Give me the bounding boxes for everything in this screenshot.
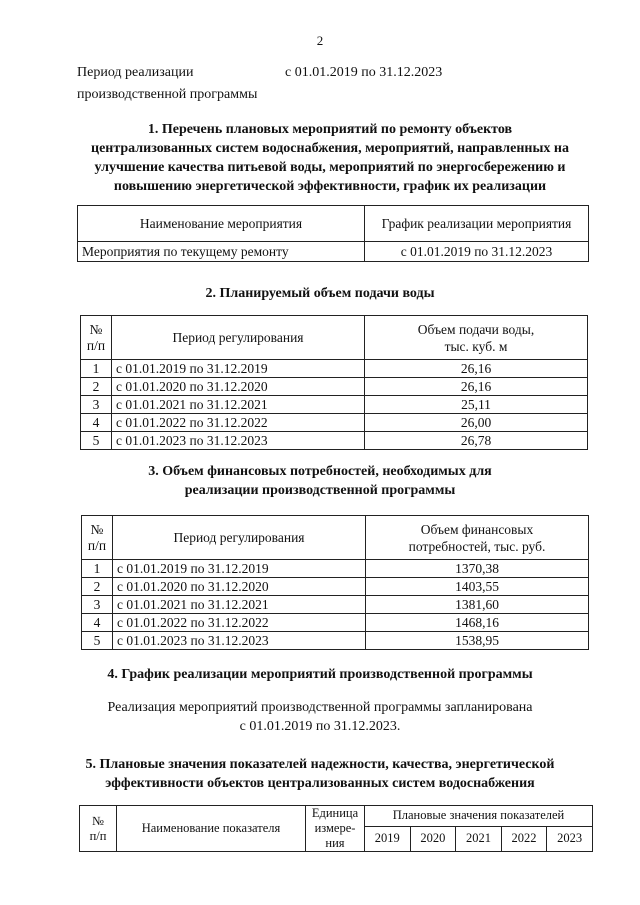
row-volume: 26,00 [365,414,588,432]
header-num-line2: п/п [86,337,106,353]
header-event-schedule: График реализации мероприятия [365,206,589,242]
header-year: 2020 [410,826,456,851]
header-financial-line1: Объем финансовых [420,521,534,537]
header-unit-line2: измере- [314,821,356,835]
row-period: с 01.01.2020 по 31.12.2020 [112,378,365,396]
row-period: с 01.01.2019 по 31.12.2019 [112,360,365,378]
header-volume [365,316,588,360]
row-volume: 26,16 [365,360,588,378]
period-label-line2: производственной программы [77,87,258,102]
row-num: 5 [81,432,112,450]
row-num: 3 [81,396,112,414]
header-year: 2022 [501,826,547,851]
header-indicator-name: Наименование показателя [117,806,306,852]
row-amount: 1381,60 [366,596,589,614]
events-table [77,205,589,262]
table-row [82,578,589,596]
page-number: 2 [316,33,324,48]
row-num: 4 [81,414,112,432]
table-header-row [78,206,589,242]
header-num-line2: п/п [89,828,107,843]
section1-title-line: улучшение качества питьевой воды, мероприятий по энергосбережению и [94,160,566,175]
row-period: с 01.01.2022 по 31.12.2022 [112,414,365,432]
row-period: с 01.01.2020 по 31.12.2020 [113,578,366,596]
section4-text-line2: с 01.01.2019 по 31.12.2023. [239,719,401,734]
header-num-line1: № [92,813,104,828]
row-num: 2 [81,378,112,396]
header-unit [306,806,365,852]
row-volume: 26,16 [365,378,588,396]
section1-title-line: 1. Перечень плановых мероприятий по ремонту объектов [147,122,513,137]
row-num: 4 [82,614,113,632]
header-year: 2023 [547,826,593,851]
table-row [82,614,589,632]
indicators-table [79,805,593,852]
period-label [77,62,257,106]
row-period: с 01.01.2023 по 31.12.2023 [113,632,366,650]
header-unit-line3: ния [325,836,345,850]
header-period: Период регулирования [113,516,366,560]
section4-text-line1: Реализация мероприятий производственной программы запланирована [107,700,533,715]
table-row [82,560,589,578]
section5-title-line: эффективности объектов централизованных систем водоснабжения [105,776,535,791]
table-row [82,632,589,650]
header-unit-line1: Единица [311,806,359,820]
row-num: 5 [82,632,113,650]
row-period: с 01.01.2021 по 31.12.2021 [113,596,366,614]
row-volume: 26,78 [365,432,588,450]
table-row [82,596,589,614]
table-row [81,396,588,414]
section2-title: 2. Планируемый объем подачи воды [205,286,435,301]
header-num [82,516,113,560]
section3-title [0,462,640,500]
header-num-line1: № [90,521,104,537]
header-period: Период регулирования [112,316,365,360]
section1-title-line: централизованных систем водоснабжения, мероприятий, направленных на [91,141,569,156]
row-period: с 01.01.2023 по 31.12.2023 [112,432,365,450]
section3-title-line: 3. Объем финансовых потребностей, необходимых для [148,464,492,479]
row-num: 1 [81,360,112,378]
period-label-line1: Период реализации [77,65,194,80]
row-period: с 01.01.2019 по 31.12.2019 [113,560,366,578]
section4-text [60,698,580,736]
header-financial [366,516,589,560]
row-amount: 1403,55 [366,578,589,596]
section5-title-line: 5. Плановые значения показателей надежности, качества, энергетической [85,757,555,772]
row-volume: 25,11 [365,396,588,414]
section5-title [30,755,610,793]
table-header-row [80,806,593,827]
event-name-cell: Мероприятия по текущему ремонту [78,242,365,262]
header-year: 2021 [456,826,502,851]
row-amount: 1538,95 [366,632,589,650]
header-financial-line2: потребностей, тыс. руб. [408,538,546,554]
header-volume-line1: Объем подачи воды, [417,321,535,337]
table-row [81,414,588,432]
header-num [81,316,112,360]
header-num-line1: № [89,321,103,337]
financial-needs-table [81,515,589,650]
event-schedule-cell: с 01.01.2019 по 31.12.2023 [365,242,589,262]
row-num: 1 [82,560,113,578]
table-row [81,360,588,378]
header-num-line2: п/п [87,537,107,553]
row-amount: 1370,38 [366,560,589,578]
table-row [81,432,588,450]
period-value: с 01.01.2019 по 31.12.2023 [285,65,443,80]
section1-title-line: повышению энергетической эффективности, график их реализации [113,179,547,194]
table-header-row [81,316,588,360]
table-row [78,242,589,262]
header-num [80,806,117,852]
section3-title-line: реализации производственной программы [184,483,456,498]
header-volume-line2: тыс. куб. м [444,338,508,354]
table-header-row [82,516,589,560]
header-planned-values: Плановые значения показателей [365,806,593,827]
row-period: с 01.01.2022 по 31.12.2022 [113,614,366,632]
header-event-name: Наименование мероприятия [78,206,365,242]
row-amount: 1468,16 [366,614,589,632]
header-year: 2019 [365,826,411,851]
row-num: 3 [82,596,113,614]
table-row [81,378,588,396]
row-num: 2 [82,578,113,596]
water-supply-table [80,315,588,450]
section4-title: 4. График реализации мероприятий производственной программы [107,667,533,682]
row-period: с 01.01.2021 по 31.12.2021 [112,396,365,414]
section1-title [60,120,600,196]
